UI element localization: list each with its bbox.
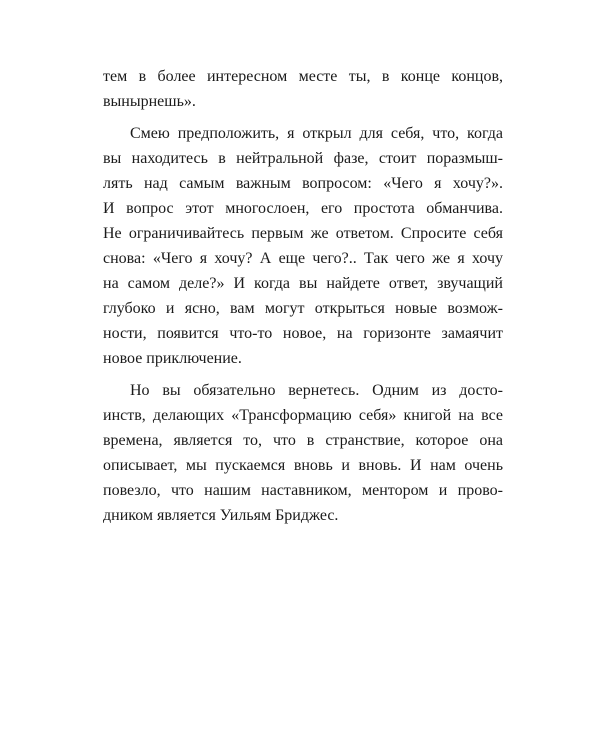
text-line: вынырнешь».: [103, 93, 196, 110]
text-line: снова: «Чего я хочу? А еще чего?.. Так чего же я хочу: [103, 250, 503, 267]
text-line: описывает, мы пускаемся вновь и вновь. И нам очень: [103, 457, 503, 474]
text-line: Но вы обязательно вернетесь. Одним из досто-: [130, 382, 503, 399]
text-line: времена, является то, что в странствие, которое она: [103, 432, 503, 449]
text-line: лять над самым важным вопросом: «Чего я хочу?».: [103, 175, 503, 192]
text-line: ности, появится что-то новое, на горизонте замаячит: [103, 325, 503, 342]
text-line: глубоко и ясно, вам могут открыться новые возмож-: [103, 300, 503, 317]
paragraph-1: [103, 64, 503, 114]
text-line: повезло, что нашим наставником, ментором и прово-: [103, 482, 503, 499]
paragraph-2: [103, 121, 503, 371]
text-line: на самом деле?» И когда вы найдете ответ, звучащий: [103, 275, 503, 292]
text-line: Не ограничивайтесь первым же ответом. Спросите себя: [103, 225, 503, 242]
paragraph-3: [103, 378, 503, 528]
text-line: дником является Уильям Бриджес.: [103, 507, 339, 524]
body-text: [103, 64, 503, 528]
text-line: вы находитесь в нейтральной фазе, стоит поразмыш-: [103, 150, 503, 167]
text-line: новое приключение.: [103, 350, 242, 367]
text-line: тем в более интересном месте ты, в конце концов,: [103, 68, 503, 85]
text-line: инств, делающих «Трансформацию себя» книгой на все: [103, 407, 503, 424]
text-line: И вопрос этот многослоен, его простота обманчива.: [103, 200, 503, 217]
text-line: Смею предположить, я открыл для себя, что, когда: [130, 125, 503, 142]
